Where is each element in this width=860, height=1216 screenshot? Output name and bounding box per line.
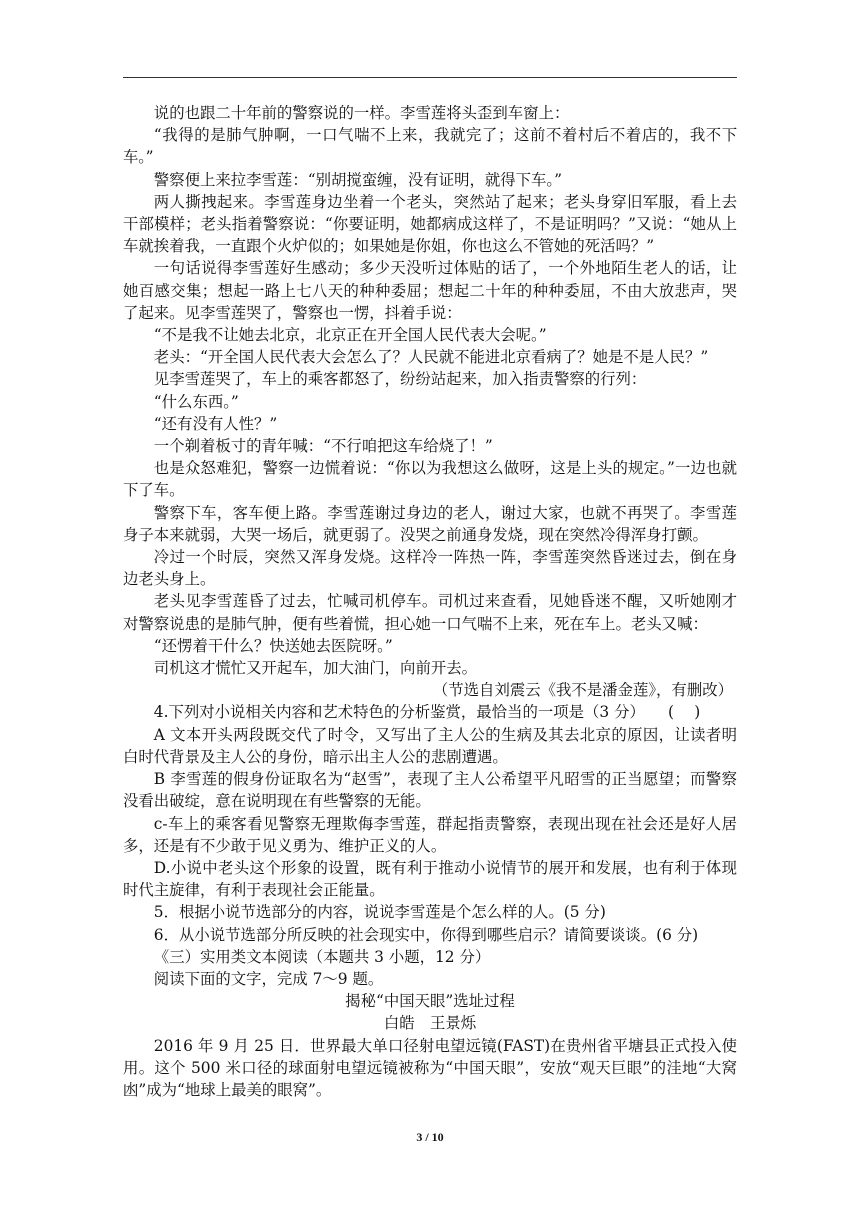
story-paragraph: 也是众怒难犯，警察一边慌着说：“你以为我想这么做呀，这是上头的规定。”一边也就下了车。 <box>123 459 737 500</box>
story-paragraph: 两人撕拽起来。李雪莲身边坐着一个老头，突然站了起来；老头身穿旧军服，看上去干部模样；老头指着警察说：“你要证明，她都病成这样了，不是证明吗？”又说：“她从上车就挨着我，一直跟个火炉似的；如果她是你姐，你也这么不管她的死活吗？” <box>123 192 737 256</box>
story-paragraph: 见李雪莲哭了，车上的乘客都怒了，纷纷站起来，加入指责警察的行列： <box>153 370 647 389</box>
article-authors: 白皓 王景烁 <box>383 1014 477 1033</box>
article-paragraph: 2016 年 9 月 25 日．世界最大单口径射电望远镜(FAST)在贵州省平塘县正式投入使用。这个 500 米口径的球面射电望远镜被称为“中国天眼”，安放“观天巨眼”的洼地“大窝凼”成为“地球上最美的眼窝”。 <box>123 1036 737 1099</box>
story-paragraph: 警察下车，客车便上路。李雪莲谢过身边的老人，谢过大家，也就不再哭了。李雪莲身子本来就弱，大哭一场后，就更弱了。没哭之前通身发烧，现在突然冷得浑身打颤。 <box>123 503 737 544</box>
section-3-heading: 《三）实用类文本阅读（本题共 3 小题，12 分） <box>153 947 491 966</box>
question-4-stem: 4.下列对小说相关内容和艺术特色的分析鉴赏，最恰当的一项是（3 分） ( ) <box>153 703 701 722</box>
question-6: 6．从小说节选部分所反映的社会现实中，你得到哪些启示？请简要谈谈。(6 分) <box>153 925 699 944</box>
question-5: 5．根据小说节选部分的内容，说说李雪莲是个怎么样的人。(5 分) <box>153 903 606 922</box>
article-title: 揭秘“中国天眼”选址过程 <box>345 992 515 1011</box>
story-paragraph: “什么东西。” <box>153 392 239 411</box>
story-paragraph: 冷过一个时辰，突然又浑身发烧。这样冷一阵热一阵，李雪莲突然昏迷过去，倒在身边老头身上。 <box>123 548 737 589</box>
source-note: （节选自刘震云《我不是潘金莲》，有删改） <box>432 681 733 700</box>
story-paragraph: 司机这才慌忙又开起车，加大油门，向前开去。 <box>153 659 478 678</box>
story-paragraph: 说的也跟二十年前的警察说的一样。李雪莲将头歪到车窗上： <box>153 104 570 122</box>
story-paragraph: “还愣着干什么？快送她去医院呀。” <box>153 636 393 655</box>
section-3-instruction: 阅读下面的文字，完成 7～9 题。 <box>153 969 384 988</box>
story-paragraph: 一个剃着板寸的青年喊：“不行咱把这车给烧了！” <box>153 437 493 456</box>
question-4-option-b: B 李雪莲的假身份证取名为“赵雪”，表现了主人公希望平凡昭雪的正当愿望；而警察没看出破绽，意在说明现在有些警察的无能。 <box>123 770 737 811</box>
story-paragraph: “我得的是肺气肿啊，一口气喘不上来，我就完了；这前不着村后不着店的，我不下车。” <box>123 126 737 167</box>
header-rule <box>123 77 737 78</box>
story-paragraph: 一句话说得李雪莲好生感动；多少天没听过体贴的话了，一个外地陌生老人的话，让她百感交集；想起一路上七八天的种种委屈；想起二十年的种种委屈，不由大放悲声，哭了起来。见李雪莲哭了，警察也一愣，抖着手说： <box>123 259 737 322</box>
story-paragraph: 老头：“开全国人民代表大会怎么了？人民就不能进北京看病了？她是不是人民？” <box>153 348 709 367</box>
question-4-option-d: D.小说中老头这个形象的设置，既有利于推动小说情节的展开和发展，也有利于体现时代主旋律，有利于表现社会正能量。 <box>123 858 737 900</box>
story-paragraph: “不是我不让她去北京，北京正在开全国人民代表大会呢。” <box>153 326 547 345</box>
question-4-option-a: A 文本开头两段既交代了时令，又写出了主人公的生病及其去北京的原因，让读者明白时代背景及主人公的身份，暗示出主人公的悲剧遭遇。 <box>123 725 737 766</box>
page-number: 3 / 10 <box>416 1130 444 1144</box>
question-4-option-c: c-车上的乘客看见警察无理欺侮李雪莲，群起指责警察，表现出现在社会还是好人居多，还是有不少敢于见义勇为、维护正义的人。 <box>123 814 737 855</box>
document-body <box>123 102 737 1101</box>
story-paragraph: 警察便上来拉李雪莲：“别胡搅蛮缠，没有证明，就得下车。” <box>153 170 562 189</box>
story-paragraph: 老头见李雪莲昏了过去，忙喊司机停车。司机过来查看，见她昏迷不醒，又听她刚才对警察说患的是肺气肿，便有些着慌，担心她一口气喘不上来，死在车上。老头又喊： <box>123 592 737 633</box>
story-paragraph: “还有没有人性？” <box>153 414 278 433</box>
